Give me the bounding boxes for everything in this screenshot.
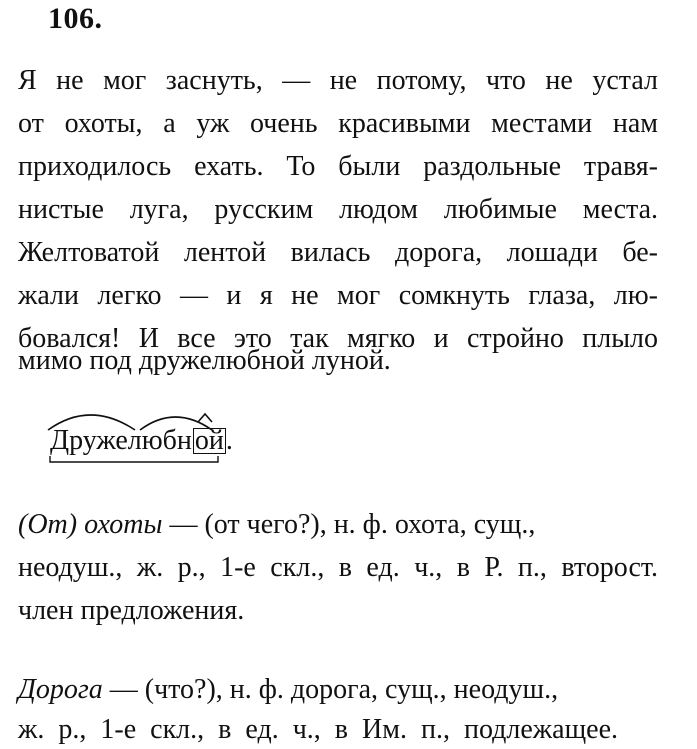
analysis-2-term: Дорога [18,674,103,705]
analysis-2-line-1 [18,673,658,707]
morpheme-ending: ой [194,425,224,456]
paragraph-line-3: приходилось ехать. То были раздольные травя- [18,151,658,182]
analysis-1-line-3: член предложения. [18,595,245,626]
morpheme-word [50,424,233,458]
paragraph-line-7: бовался! И все это так мягко и стройно плыло [18,323,658,354]
paragraph-line-4: нистые луга, русским людом любимые места. [18,194,658,225]
analysis-1-line-1 [18,508,658,542]
morpheme-period: . [225,425,233,456]
morpheme-root-2: любн [127,425,192,456]
paragraph-line-2: от охоты, а уж очень красивыми местами нам [18,108,658,139]
paragraph-line-8: мимо под дружелюбной луной. [18,345,391,376]
paragraph-line-5: Желтоватой лентой вилась дорога, лошади бе- [18,237,658,268]
paragraph-line-1: Я не мог заснуть, — не потому, что не устал [18,65,658,96]
analysis-2-line-2: ж. р., 1-е скл., в ед. ч., в Им. п., подлежащее. [18,714,618,745]
analysis-1-desc: — (от чего?), н. ф. охота, сущ., [162,509,536,540]
paragraph-line-6: жали легко — и я не мог сомкнуть глаза, лю- [18,280,658,311]
analysis-2-desc: — (что?), н. ф. дорога, сущ., неодуш., [102,674,559,705]
analysis-1-term: (От) охоты [18,509,163,540]
exercise-number: 106. [48,2,103,35]
morpheme-root-1: Друже [50,425,128,456]
analysis-1-line-2: неодуш., ж. р., 1-е скл., в ед. ч., в Р. п., второст. [18,552,658,583]
